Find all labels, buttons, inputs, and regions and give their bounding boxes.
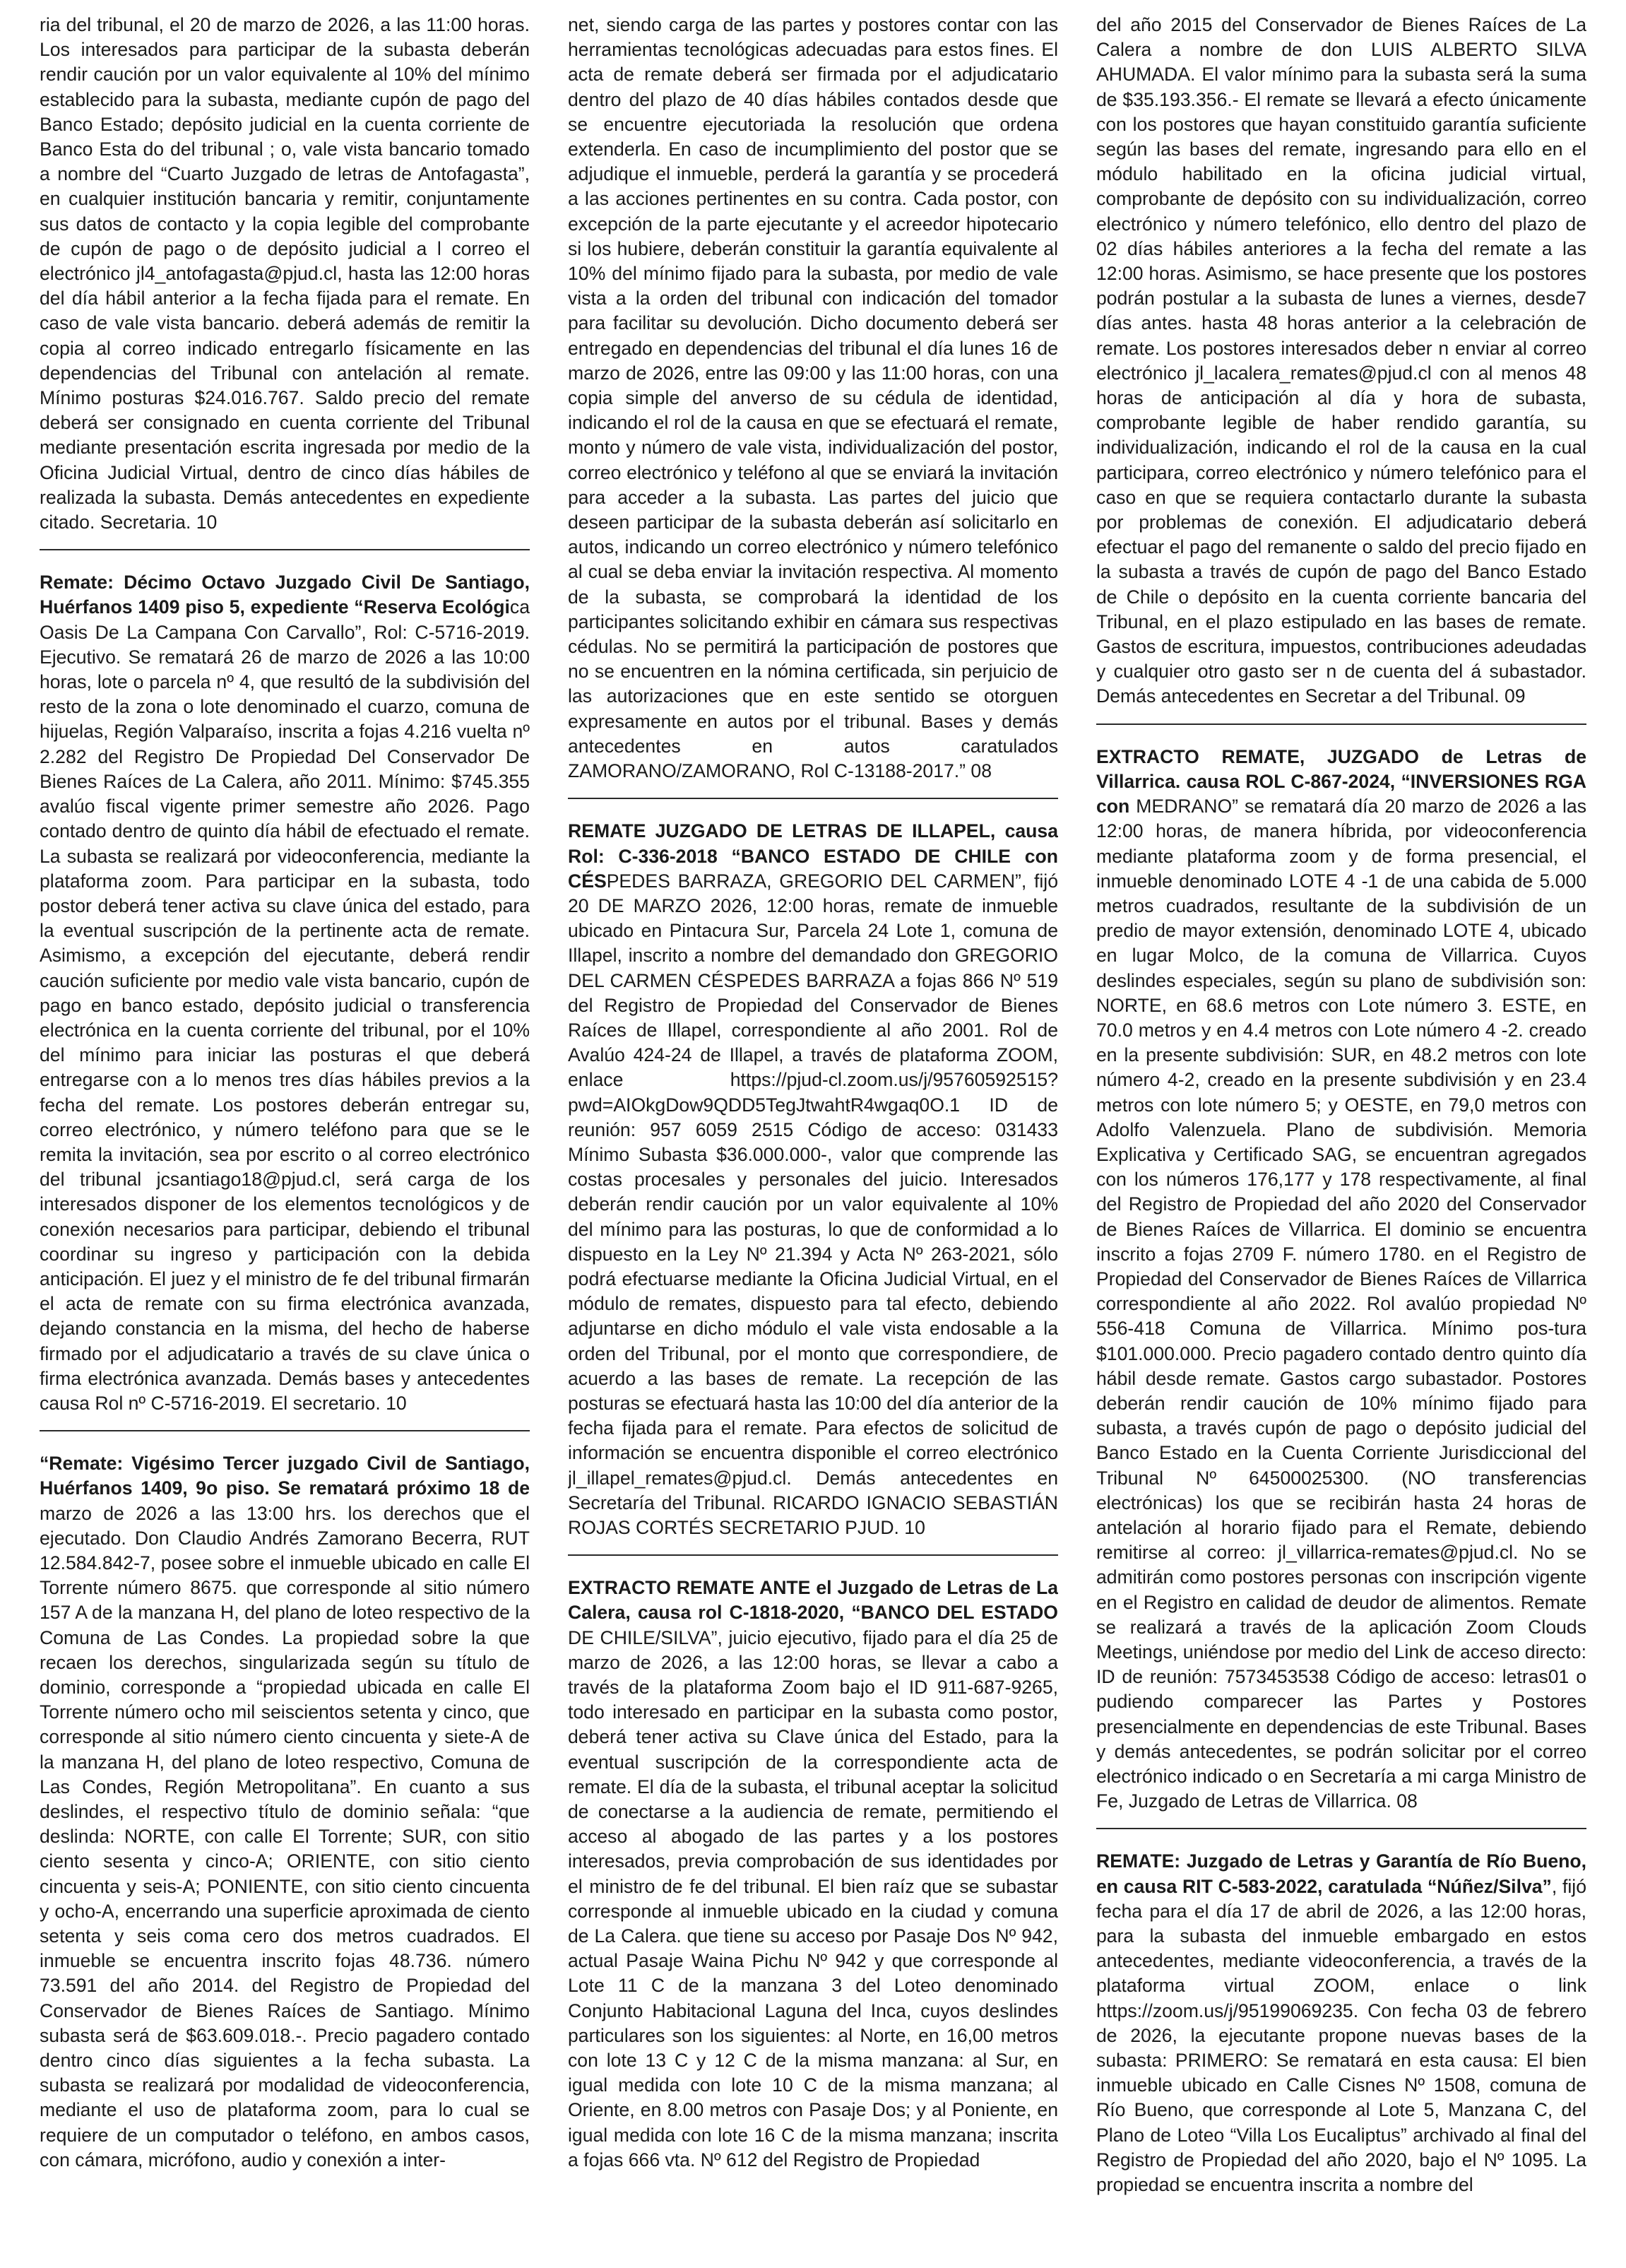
notice-lead: EXTRACTO REMATE ANTE el Juzgado de Letras de La Calera, causa rol C-1818-2020, “BANCO DEL ESTADO bbox=[568, 1577, 1058, 1624]
notice-illapel bbox=[568, 819, 1058, 1540]
notice-divider bbox=[40, 549, 530, 550]
notice-body: MEDRANO” se rematará día 20 marzo de 2026 a las 12:00 horas, de manera híbrida, por videoconferencia mediante plataforma zoom y de forma presencial, el inmueble denominado LOTE 4 -1 de una cabida de 5.000 metros cuadrados, resultante de la subdivisión de un predio de mayor extensión, denominado LOTE 4, ubicado en lugar Molco, de la comuna de Villarrica. Cuyos deslindes especiales, según su plano de subdivisión son: NORTE, en 68.6 metros con Lote número 3. ESTE, en 70.0 metros y en 4.4 metros con Lote número 4 -2. creado en la presente subdivisión: SUR, en 48.2 metros con lote número 4-2, creado en la presente subdivisión y en 23.4 metros con lote número 5; y OESTE, en 79,0 metros con Adolfo Valenzuela. Plano de subdivisión. Memoria Explicativa y Certificado SAG, se encuentran agregados con los números 176,177 y 178 respectivamente, al final del Registro de Propiedad del año 2020 del Conservador de Bienes Raíces de Villarrica. El dominio se encuentra inscrito a fojas 2709 F. número 1780. en el Registro de Propiedad del Conservador de Bienes Raíces de Villarrica correspondiente al año 2022. Rol avalúo propiedad Nº 556-418 Comuna de Villarrica. Mínimo pos-tura $101.000.000. Precio pagadero contado dentro quinto día hábil desde remate. Gastos cargo subastador. Postores deberán rendir caución de 10% mínimo fijado para subasta, a través cupón de pago o depósito judicial del Banco Estado en la Cuenta Corriente Jurisdiccional del Tribunal Nº 64500025300. (NO transferencias electrónicas) los que se recibirán hasta 24 horas de antelación al horario fijado para el Remate, debiendo remitirse al correo: jl_villarrica-remates@pjud.cl. No se admitirán como postores personas con inscripción vigente en el Registro en calidad de deudor de alimentos. Remate se realizará a través de la aplicación Zoom Clouds Meetings, uniéndose por medio del Link de acceso directo: ID de reunión: 7573453538 Código de acceso: letras01 o pudiendo comparecer las Partes y Postores presencialmente en dependencias de este Tribunal. Bases y demás antecedentes, se podrán solicitar por el correo electrónico indicado o en Secretaría a mi carga Ministro de Fe, Juzgado de Letras de Villarrica. 08 bbox=[1096, 796, 1586, 1812]
notice-divider bbox=[1096, 1828, 1586, 1829]
notice-villarrica bbox=[1096, 745, 1586, 1814]
notice-santiago-23-continued bbox=[568, 13, 1058, 784]
notice-rio-bueno bbox=[1096, 1849, 1586, 2197]
notice-body: ca Oasis De La Campana Con Carvallo”, Rol: C-5716-2019. Ejecutivo. Se rematará 26 de marzo de 2026 a las 10:00 horas, lote o parcela nº 4, que resultó de la subdivisión del resto de la zona o lote denominado el cuarzo, comuna de hijuelas, Región Valparaíso, inscrita a fojas 4.216 vuelta nº 2.282 del Registro De Propiedad Del Conservador De Bienes Raíces de La Calera, año 2011. Mínimo: $745.355 avalúo fiscal vigente primer semestre año 2026. Pago contado dentro de quinto día hábil de efectuado el remate. La subasta se realizará por videoconferencia, mediante la plataforma zoom. Para participar en la subasta, todo postor deberá tener activa su clave única del estado, para la eventual suscripción de la pertinente acta de remate. Asimismo, a excepción del ejecutante, deberá rendir caución suficiente por medio vale vista bancario, cupón de pago en banco estado, depósito judicial o transferencia electrónica en la cuenta corriente del tribunal, por el 10% del mínimo para iniciar las posturas el que deberá entregarse con a lo menos tres días hábiles previos a la fecha del remate. Los postores deberán entregar su, correo electrónico, y número teléfono para que se le remita la invitación, sea por escrito o al correo electrónico del tribunal jcsantiago18@pjud.cl, será carga de los interesados disponer de los elementos tecnológicos y de conexión necesarios para participar, debiendo el tribunal coordinar su ingreso y participación con la debida anticipación. El juez y el ministro de fe del tribunal firmarán el acta de remate con su firma electrónica avanzada, dejando constancia en la misma, del hecho de haberse firmado por el adjudicatario a través de su clave única o firma electrónica avanzada. Demás bases y antecedentes causa Rol nº C-5716-2019. El secretario. 10 bbox=[40, 596, 530, 1414]
column-2 bbox=[568, 13, 1058, 2260]
notice-la-calera bbox=[568, 1576, 1058, 2173]
notice-divider bbox=[1096, 723, 1586, 725]
notice-divider bbox=[568, 798, 1058, 799]
notice-divider bbox=[568, 1554, 1058, 1556]
column-1 bbox=[40, 13, 530, 2260]
notice-santiago-23 bbox=[40, 1451, 530, 2173]
notice-body: marzo de 2026 a las 13:00 hrs. los derechos que el ejecutado. Don Claudio Andrés Zamorano Becerra, RUT 12.584.842-7, posee sobre el inmueble ubicado en calle El Torrente número 8675. que corresponde al sitio número 157 A de la manzana H, del plano de loteo respectivo de la Comuna de Las Condes. La propiedad sobre la que recaen los derechos, singularizada según su título de dominio, corresponde a “propiedad ubicada en calle El Torrente número ocho mil seiscientos setenta y cinco, que corresponde al sitio número ciento cincuenta y siete-A de la manzana H, del plano de loteo respectivo, Comuna de Las Condes, Región Metropolitana”. En cuanto a sus deslindes, el respectivo título de dominio señala: “que deslinda: NORTE, con calle El Torrente; SUR, con sitio ciento sesenta y cinco-A; ORIENTE, con sitio ciento cincuenta y seis-A; PONIENTE, con sitio ciento cincuenta y ocho-A, encerrando una superficie aproximada de ciento setenta y seis coma cero dos metros cuadrados. El inmueble se encuentra inscrito fojas 48.736. número 73.591 del año 2014. del Registro de Propiedad del Conservador de Bienes Raíces de Santiago. Mínimo subasta será de $63.609.018.-. Precio pagadero contado dentro cinco días siguientes a la fecha subasta. La subasta se realizará por modalidad de videoconferencia, mediante el uso de plataforma zoom, para lo cual se requiere de un computador o teléfono, en ambos casos, con cámara, micrófono, audio y conexión a inter- bbox=[40, 1502, 530, 2170]
notice-lead: EXTRACTO REMATE, JUZGADO de Letras de Villarrica. causa ROL C-867-2024, “INVERSIONES RGA con bbox=[1096, 745, 1586, 817]
notice-body: net, siendo carga de las partes y postores contar con las herramientas tecnológicas adecuadas para estos fines. El acta de remate deberá ser firmada por el adjudicatario dentro del plazo de 40 días hábiles contados desde que se encuentre ejecutoriada la resolución que ordena extenderla. En caso de incumplimiento del postor que se adjudique el inmueble, perderá la garantía y se procederá a las acciones pertinentes en su contra. Cada postor, con excepción de la parte ejecutante y el acreedor hipotecario si los hubiere, deberán constituir la garantía equivalente al 10% del mínimo fijado para la subasta, por medio de vale vista a la orden del tribunal con indicación del tomador para facilitar su devolución. Dicho documento deberá ser entregado en dependencias del tribunal el día lunes 16 de marzo de 2026, entre las 09:00 y las 11:00 horas, con una copia simple del anverso de su cédula de identidad, indicando el rol de la causa en que se efectuará el remate, monto y número de vale vista, individualización del postor, correo electrónico y teléfono al que se enviará la invitación para acceder a la subasta. Las partes del juicio que deseen participar de la subasta deberán así solicitarlo en autos, indicando un correo electrónico y número telefónico al cual se deba enviar la invitación respectiva. Al momento de la subasta, se comprobará la identidad de los participantes solicitando exhibir en cámara sus respectivas cédulas. No se permitirá la participación de postores que no se encuentren en la nómina certificada, sin perjuicio de las autorizaciones que en este sentido se otorguen expresamente en autos por el tribunal. Bases y demás antecedentes en autos caratulados ZAMORANO/ZAMORANO, Rol C-13188-2017.” 08 bbox=[568, 14, 1058, 782]
column-3 bbox=[1096, 13, 1586, 2260]
notice-antofagasta-continued bbox=[40, 13, 530, 535]
notice-body: PEDES BARRAZA, GREGORIO DEL CARMEN”, fijó 20 DE MARZO 2026, 12:00 horas, remate de inmueble ubicado en Pintacura Sur, Parcela 24 Lote 1, comuna de Illapel, inscrito a nombre del demandado don GREGORIO DEL CARMEN CÉSPEDES BARRAZA a fojas 866 Nº 519 del Registro de Propiedad del Conservador de Bienes Raíces de Illapel, correspondiente al año 2001. Rol de Avalúo 424-24 de Illapel, a través de plataforma ZOOM, enlace https://pjud-cl.zoom.us/j/95760592515?pwd=AIOkgDow9QDD5TegJtwahtR4wgaq0O.1 ID de reunión: 957 6059 2515 Código de acceso: 031433 Mínimo Subasta $36.000.000-, valor que comprende las costas procesales y personales del juicio. Interesados deberán rendir caución por un valor equivalente al 10% del mínimo para las posturas, lo que de conformidad a lo dispuesto en la Ley Nº 21.394 y Acta Nº 263-2021, sólo podrá efectuarse mediante la Oficina Judicial Virtual, en el módulo de remates, dispuesto para tal efecto, debiendo adjuntarse en dicho módulo el vale vista endosable a la orden del Tribunal, por el monto que correspondiere, de acuerdo a las bases de remate. La recepción de las posturas se efectuará hasta las 10:00 del día anterior de la fecha fijada para el remate. Para efectos de solicitud de información se encuentra disponible el correo electrónico jl_illapel_remates@pjud.cl. Demás antecedentes en Secretaría del Tribunal. RICARDO IGNACIO SEBASTIÁN ROJAS CORTÉS SECRETARIO PJUD. 10 bbox=[568, 870, 1058, 1538]
newspaper-page bbox=[40, 13, 1586, 2260]
notice-lead: REMATE: Juzgado de Letras y Garantía de Río Bueno, en causa RIT C-583-2022, caratulada “Núñez/Silva” bbox=[1096, 1850, 1586, 1897]
notice-lead: Remate: Décimo Octavo Juzgado Civil De Santiago, Huérfanos 1409 piso 5, expediente “Reserva Ecológi bbox=[40, 572, 530, 618]
notice-body: ria del tribunal, el 20 de marzo de 2026, a las 11:00 horas. Los interesados para participar de la subasta deberán rendir caución por un valor equivalente al 10% del mínimo establecido para la subasta, mediante cupón de pago del Banco Estado; depósito judicial en la cuenta corriente de Banco Esta do del tribunal ; o, vale vista bancario tomado a nombre del “Cuarto Juzgado de letras de Antofagasta”, en cualquier institución bancaria y remitir, conjuntamente sus datos de contacto y la copia legible del comprobante de cupón de pago o de depósito judicial a l correo el electrónico jl4_antofagasta@pjud.cl, hasta las 12:00 horas del día hábil anterior a la fecha fijada para el remate. En caso de vale vista bancario. deberá además de remitir la copia al correo indicado entregarlo físicamente en las dependencias del Tribunal con antelación al remate. Mínimo posturas $24.016.767. Saldo precio del remate deberá ser consignado en cuenta corriente del Tribunal mediante presentación escrita ingresada por medio de la Oficina Judicial Virtual, dentro de cinco días hábiles de realizada la subasta. Demás antecedentes en expediente citado. Secretaria. 10 bbox=[40, 14, 530, 533]
notice-santiago-18 bbox=[40, 570, 530, 1416]
notice-divider bbox=[40, 1430, 530, 1431]
notice-lead: “Remate: Vigésimo Tercer juzgado Civil de Santiago, Huérfanos 1409, 9o piso. Se rematará próximo 18 de bbox=[40, 1453, 530, 1499]
notice-body: DE CHILE/SILVA”, juicio ejecutivo, fijado para el día 25 de marzo de 2026, a las 12:00 horas, se llevar a cabo a través de la plataforma Zoom bajo el ID 911-687-9265, todo interesado en participar en la subasta como postor, deberá tener activa su Clave única del Estado, para la eventual suscripción de la correspondiente acta de remate. El día de la subasta, el tribunal aceptar la solicitud de conectarse a la audiencia de remate, permitiendo el acceso al abogado de las partes y a los postores interesados, previa comprobación de sus identidades por el ministro de fe del tribunal. El bien raíz que se subastar corresponde al inmueble ubicado en la ciudad y comuna de La Calera. que tiene su acceso por Pasaje Dos Nº 942, actual Pasaje Waina Pichu Nº 942 y que corresponde al Lote 11 C de la manzana 3 del Loteo denominado Conjunto Habitacional Laguna del Inca, cuyos deslindes particulares son los siguientes: al Norte, en 16,00 metros con lote 13 C y 12 C de la misma manzana: al Sur, en igual medida con lote 10 C de la misma manzana; al Oriente, en 8.00 metros con Pasaje Dos; y al Poniente, en igual medida con lote 16 C de la misma manzana; inscrita a fojas 666 vta. Nº 612 del Registro de Propiedad bbox=[568, 1626, 1058, 2170]
notice-lead: REMATE JUZGADO DE LETRAS DE ILLAPEL, causa Rol: C-336-2018 “BANCO ESTADO DE CHILE con CÉS bbox=[568, 820, 1058, 892]
notice-body: , fijó fecha para el día 17 de abril de 2026, a las 12:00 horas, para la subasta del inmueble embargado en estos antecedentes, mediante videoconferencia, a través de la plataforma virtual ZOOM, enlace o link https://zoom.us/j/95199069235. Con fecha 03 de febrero de 2026, la ejecutante propone nuevas bases de la subasta: PRIMERO: Se rematará en esta causa: El bien inmueble ubicado en Calle Cisnes Nº 1508, comuna de Río Bueno, que corresponde al Lote 5, Manzana C, del Plano de Loteo “Villa Los Eucaliptus” archivado al final del Registro de Propiedad del año 2020, bajo el Nº 1095. La propiedad se encuentra inscrita a nombre del bbox=[1096, 1875, 1586, 2196]
notice-body: del año 2015 del Conservador de Bienes Raíces de La Calera a nombre de don LUIS ALBERTO SILVA AHUMADA. El valor mínimo para la subasta será la suma de $35.193.356.- El remate se llevará a efecto únicamente con los postores que hayan constituido garantía suficiente según las bases del remate, ingresando para ello en el módulo habilitado en la oficina judicial virtual, comprobante de depósito con su individualización, correo electrónico y número telefónico, ello dentro del plazo de 02 días hábiles anteriores a la fecha del remate a las 12:00 horas. Asimismo, se hace presente que los postores podrán postular a la subasta de lunes a viernes, desde7 días antes. hasta 48 horas anterior a la celebración de remate. Los postores interesados deber n enviar al correo electrónico jl_lacalera_remates@pjud.cl con al menos 48 horas de anticipación al día y hora de subasta, comprobante legible de haber rendido garantía, su individualización, indicando el rol de la causa en la cual participara, correo electrónico y número telefónico para el caso en que se requiera contactarlo durante la subasta por problemas de conexión. El adjudicatario deberá efectuar el pago del remanente o saldo del precio fijado en la subasta a través de cupón de pago del Banco Estado de Chile o depósito en la cuenta corriente bancaria del Tribunal, en el plazo estipulado en las bases de remate. Gastos de escritura, impuestos, contribuciones adeudadas y cualquier otro gasto ser n de cuenta del á subastador. Demás antecedentes en Secretar a del Tribunal. 09 bbox=[1096, 14, 1586, 707]
notice-la-calera-continued bbox=[1096, 13, 1586, 709]
